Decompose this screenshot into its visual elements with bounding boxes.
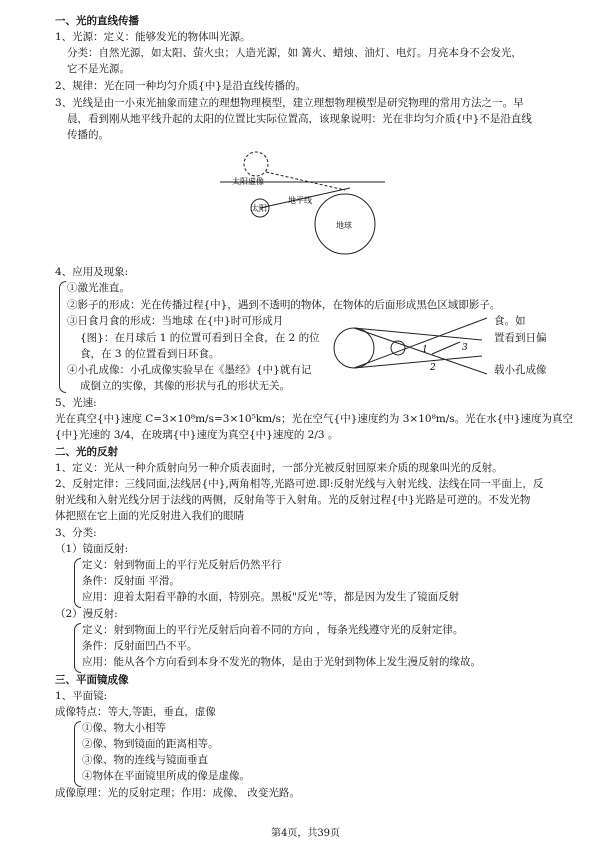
text-line: 1、定义：光从一种介质射向另一种介质表面时，一部分光被反射回原来介质的现象叫光的反射。 — [55, 462, 503, 474]
text-line: ①像、物大小相等 — [82, 722, 166, 734]
text-line: {图}：在月球后 1 的位置可看到日全食，在 2 的位 — [80, 332, 320, 344]
arrow-line — [432, 342, 460, 354]
text-line: 体把照在它上面的光反射进入我们的眼睛 — [55, 510, 244, 522]
section-3-heading: 三、平面镜成像 — [55, 674, 129, 686]
text-line: 成倒立的实像，其像的形状与孔的形状无关。 — [80, 380, 290, 392]
text-line: 2、反射定律：三线同面,法线居{中},两角相等,光路可逆.即:反射光线与入射光线、法线在同一平面上，反 — [55, 478, 544, 490]
text-line: 条件：反射面 平滑。 — [82, 575, 180, 587]
text-line: 1、平面镜: — [55, 690, 108, 702]
sun-circle — [334, 328, 374, 368]
text-line: ③日食月食的形成：当地球 在{中}时可形成月 — [67, 315, 284, 327]
text-line: ④物体在平面镜里所成的像是虚像。 — [82, 770, 250, 782]
text-line: ②影子的形成：光在传播过程{中}，遇到不透明的物体，在物体的后面形成黑色区域即影子。 — [67, 299, 501, 311]
text-line: 条件：反射面凹凸不平。 — [82, 640, 198, 652]
text-line: 4、应用及现象: — [55, 266, 129, 278]
virtual-sun-label: 太阳虚像 — [232, 177, 264, 186]
text-line: 成像原理：光的反射定理；作用：成像、 改变光路。 — [55, 787, 300, 799]
page-footer: 第4页，共39页 — [270, 828, 341, 839]
text-line: ③像、物的连线与镜面垂直 — [82, 754, 208, 766]
text-line: 定义：射到物面上的平行光反射后向着不同的方向 ，每条光线遵守光的反射定律。 — [82, 624, 464, 636]
text-line: ②像、物到镜面的距离相等。 — [82, 738, 219, 750]
refraction-diagram — [220, 148, 390, 260]
text-line: 射光线和入射光线分居于法线的两侧，反射角等于入射角。光的反射过程{中}光路是可逆的。不发光物 — [55, 494, 531, 506]
text-line: （2）漫反射: — [55, 608, 118, 620]
brace — [59, 281, 66, 393]
text-line: 它不是光源。 — [67, 63, 130, 75]
text-line: ①激光准直。 — [67, 282, 130, 294]
text-line: 5、光速: — [55, 397, 97, 409]
text-line: 食。如 — [494, 315, 526, 327]
text-line: 1、光源：定义：能够发光的物体叫光源。 — [55, 31, 251, 43]
text-line: 传播的。 — [67, 129, 109, 141]
text-line: 光在真空{中}速度 C=3×10⁸m/s=3×10⁵km/s；光在空气{中}速度约为 3×10⁸m/s。光在水{中}速度为真空 — [55, 413, 574, 425]
extension-line — [266, 172, 345, 190]
section-2-heading: 二、光的反射 — [55, 446, 118, 458]
text-line: 食，在 3 的位置看到日环食。 — [80, 348, 220, 360]
earth-label: 地球 — [336, 221, 352, 230]
label-2: 2 — [430, 363, 436, 373]
text-line: 应用：能从各个方向看到本身不发光的物体，是由于光射到物体上发生漫反射的缘故。 — [82, 656, 481, 668]
section-1-heading: 一、光的直线传播 — [55, 15, 139, 27]
virtual-sun-circle — [244, 152, 268, 176]
text-line: （1）镜面反射: — [55, 543, 129, 555]
text-line: 3、光线是由一小束光抽象而建立的理想物理模型，建立理想物理模型是研究物理的常用方法之一。早 — [55, 97, 524, 109]
text-line: 分类：自然光源，如太阳、萤火虫；人造光源，如 篝火、蜡烛、油灯、电灯。月亮本身不会发光， — [67, 47, 522, 59]
text-line: ④小孔成像：小孔成像实验早在《墨经》{中}就有记 — [67, 364, 312, 376]
brace — [74, 623, 81, 673]
text-line: 载小孔成像 — [494, 364, 547, 376]
text-line: 应用：迎着太阳看平静的水面，特别亮。黑板"反光"等，都是因为发生了镜面反射 — [82, 591, 460, 603]
text-line: 2、规律：光在同一种均匀介质{中}是沿直线传播的。 — [55, 80, 307, 92]
text-line: 置看到日偏 — [494, 332, 547, 344]
text-line: 定义：射到物面上的平行光反射后仍然平行 — [82, 559, 282, 571]
label-3: 3 — [462, 343, 468, 353]
sun-label: 太阳 — [251, 204, 267, 213]
brace — [74, 558, 81, 608]
eclipse-diagram — [332, 312, 494, 382]
text-line: 3、分类: — [55, 527, 97, 539]
text-line: 成像特点：等大,等距，垂直，虚像 — [55, 706, 216, 718]
horizon-label: 地平线 — [288, 196, 312, 205]
text-line: {中}光速的 3/4，在玻璃{中}速度为真空{中}速度的 2/3 。 — [55, 429, 339, 441]
ray-line — [354, 328, 482, 340]
text-line: 晨，看到刚从地平线升起的太阳的位置比实际位置高，该现象说明：光在非均匀介质{中}不是沿直线 — [67, 113, 532, 125]
ray-line — [354, 356, 482, 368]
label-1: 1 — [422, 345, 428, 355]
brace — [74, 721, 81, 787]
